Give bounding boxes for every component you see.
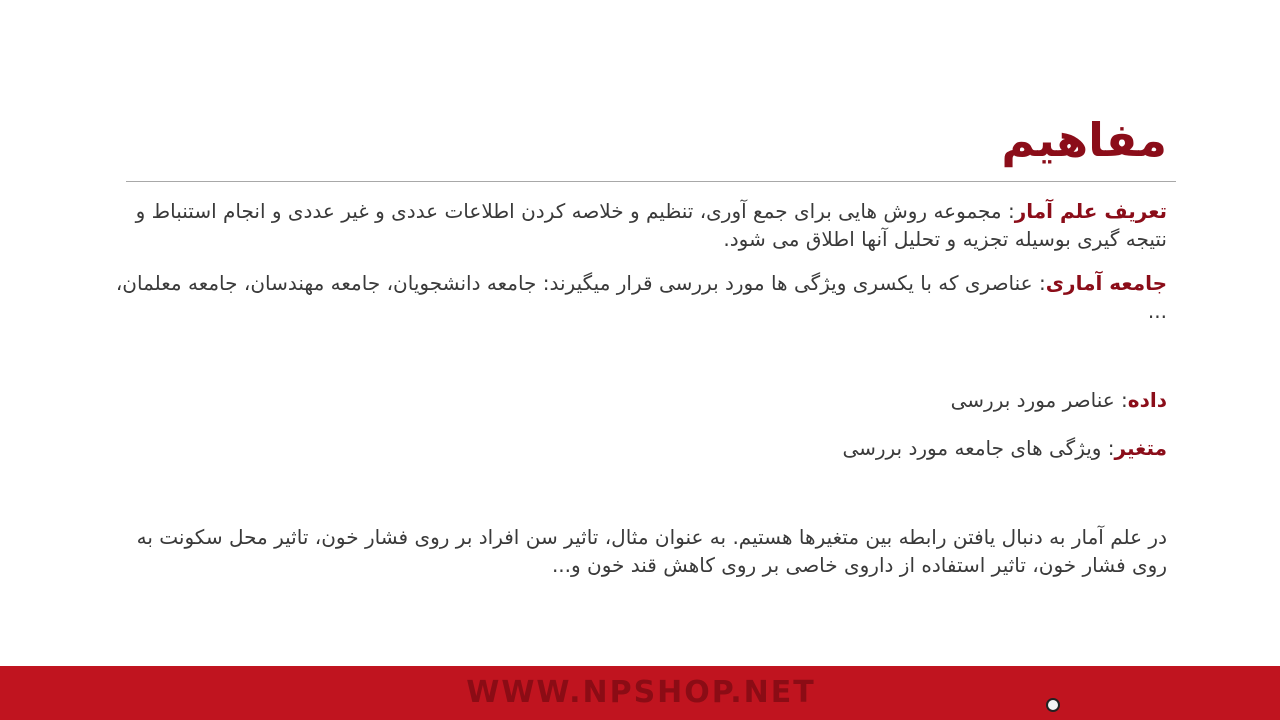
footer-watermark: WWW.NPSHOP.NET	[466, 678, 816, 708]
footer-bar	[0, 666, 1280, 720]
definition-text: : عناصر مورد بررسی	[950, 388, 1128, 412]
definition-population	[107, 269, 1167, 325]
definition-variable	[107, 434, 1167, 462]
slide-title: مفاهیم	[1001, 113, 1167, 167]
definition-term: متغیر	[1114, 436, 1167, 460]
title-divider	[126, 181, 1176, 182]
definition-statistics	[107, 197, 1167, 253]
definition-data	[107, 386, 1167, 414]
definition-term: جامعه آماری	[1045, 271, 1167, 295]
circle-icon[interactable]	[1046, 698, 1060, 712]
relation-paragraph: در علم آمار به دنبال یافتن رابطه بین متغیرها هستیم. به عنوان مثال، تاثیر سن افراد بر روی فشار خون، تاثیر محل سکونت به روی فشار خون، تاثیر استفاده از داروی خاصی بر روی کاهش قند خون و...	[136, 525, 1167, 577]
definition-term: داده	[1127, 388, 1167, 412]
definition-term: تعریف علم آمار	[1014, 199, 1167, 223]
definition-text: : مجموعه روش هایی برای جمع آوری، تنظیم و خلاصه کردن اطلاعات عددی و غیر عددی و انجام استنباط و نتیجه گیری بوسیله تجزیه و تحلیل آنها اطلاق می شود.	[135, 199, 1167, 251]
definition-text: : ویژگی های جامعه مورد بررسی	[842, 436, 1115, 460]
definition-text: : عناصری که با یکسری ویژگی ها مورد بررسی قرار میگیرند: جامعه دانشجویان، جامعه مهندسان، جامعه معلمان، ...	[115, 271, 1167, 323]
